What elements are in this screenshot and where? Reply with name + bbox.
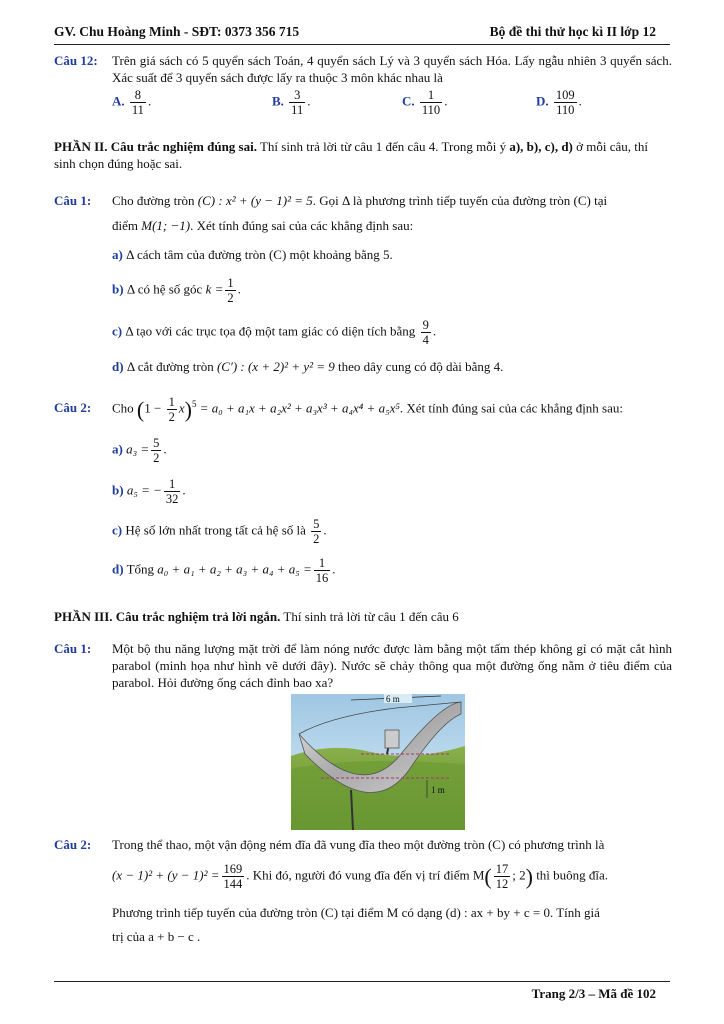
footer-divider bbox=[54, 981, 670, 982]
question-text: Trên giá sách có 5 quyển sách Toán, 4 quyển sách Lý và 3 quyển sách Hóa. Lấy ngẫu nhiên 3 quyển sách. Xác suất để 3 quyển sách được lấy ra thuộc 3 môn khác nhau là bbox=[112, 53, 672, 85]
depth-label: 1 m bbox=[431, 785, 445, 795]
parabolic-collector-figure bbox=[291, 694, 465, 830]
p2q2-statement-c[interactable]: c) Hệ số lớn nhất trong tất cả hệ số là $\frac{5}{2}$ . bbox=[112, 517, 327, 546]
p3-question-2: Câu 2: Trong thể thao, một vận động ném đĩa đã vung đĩa theo một đường tròn (C) có phương trình là bbox=[54, 837, 605, 852]
page-footer: Trang 2/3 – Mã đề 102 bbox=[531, 986, 656, 1001]
part-2-heading: PHẦN II. Câu trắc nghiệm đúng sai. Thí sinh trả lời từ câu 1 đến câu 4. Trong mỗi ý a), b), c), d) ở mỗi câu, thí sinh chọn đúng hoặc sai. bbox=[54, 139, 648, 171]
part-3-heading: PHẦN III. Câu trắc nghiệm trả lời ngắn. Thí sinh trả lời từ câu 1 đến câu 6 bbox=[54, 609, 459, 624]
p2q2-statement-b[interactable]: b) a₅ = − $\frac{1}{32}$ . bbox=[112, 477, 186, 506]
teacher-info: GV. Chu Hoàng Minh - SĐT: 0373 356 715 bbox=[54, 24, 300, 39]
p3q2-line-3: Phương trình tiếp tuyến của đường tròn (C) tại điểm M có dạng (d) : ax + by + c = 0. Tính giá bbox=[112, 905, 600, 920]
option-b[interactable]: B. $\frac{3}{11}$ . bbox=[272, 88, 311, 117]
page-header bbox=[54, 22, 670, 45]
p2-question-1: Câu 1: Cho đường tròn (C) : x² + (y − 1)² = 5. Gọi Δ là phương trình tiếp tuyến của đường tròn (C) tại điểm M(1; −1). Xét tính đúng sai của các khẳng định sau: bbox=[54, 193, 608, 233]
p3q2-line-4: trị của a + b − c . bbox=[112, 929, 201, 944]
p3-question-1: Câu 1: Một bộ thu năng lượng mặt trời để làm nóng nước được làm bằng một tấm thép không gỉ có mặt cắt hình parabol (minh họa như hình vẽ dưới đây). Nước sẽ chảy thông qua một đường ống nằm ở tiêu điểm của parabol. Hỏi đường ống cách đỉnh bao xa? bbox=[54, 641, 672, 690]
p3q2-line-2: (x − 1)² + (y − 1)² = $\frac{169}{144}$ . Khi đó, người đó vung đĩa đến vị trí điểm M( $\frac{17}{12}$ ; 2) thì buông đĩa. bbox=[112, 862, 609, 891]
q12-options bbox=[54, 88, 672, 122]
width-label: 6 m bbox=[386, 694, 400, 704]
p2q1-statement-b[interactable]: b) Δ có hệ số góc k = $\frac{1}{2}$ . bbox=[112, 276, 241, 305]
exam-title: Bộ đề thi thử học kì II lớp 12 bbox=[489, 24, 656, 39]
question-12 bbox=[54, 52, 672, 86]
p2q1-statement-a[interactable]: a) Δ cách tâm của đường tròn (C) một khoảng bằng 5. bbox=[112, 247, 393, 262]
p2q1-statement-d[interactable]: d) Δ cắt đường tròn (C′) : (x + 2)² + y² = 9 theo dây cung có độ dài bằng 4. bbox=[112, 359, 504, 374]
option-c[interactable]: C. $\frac{1}{110}$ . bbox=[402, 88, 448, 117]
p2-question-2: Câu 2: Cho (1 − $\frac{1}{2}$ x)$^5$ = a₀ + a₁x + a₂x² + a₃x³ + a₄x⁴ + a₅x⁵. Xét tính đúng sai của các khẳng định sau: bbox=[54, 395, 623, 424]
option-a[interactable]: A. $\frac{8}{11}$ . bbox=[112, 88, 152, 117]
p2q2-statement-d[interactable]: d) Tổng a₀ + a₁ + a₂ + a₃ + a₄ + a₅ = $\frac{1}{16}$ . bbox=[112, 556, 336, 585]
option-d[interactable]: D. $\frac{109}{110}$ . bbox=[536, 88, 582, 117]
question-label: Câu 12: bbox=[54, 53, 98, 68]
p2q2-statement-a[interactable]: a) a₃ = $\frac{5}{2}$ . bbox=[112, 436, 167, 465]
p2q1-statement-c[interactable]: c) Δ tạo với các trục tọa độ một tam giác có diện tích bằng $\frac{9}{4}$ . bbox=[112, 318, 437, 347]
